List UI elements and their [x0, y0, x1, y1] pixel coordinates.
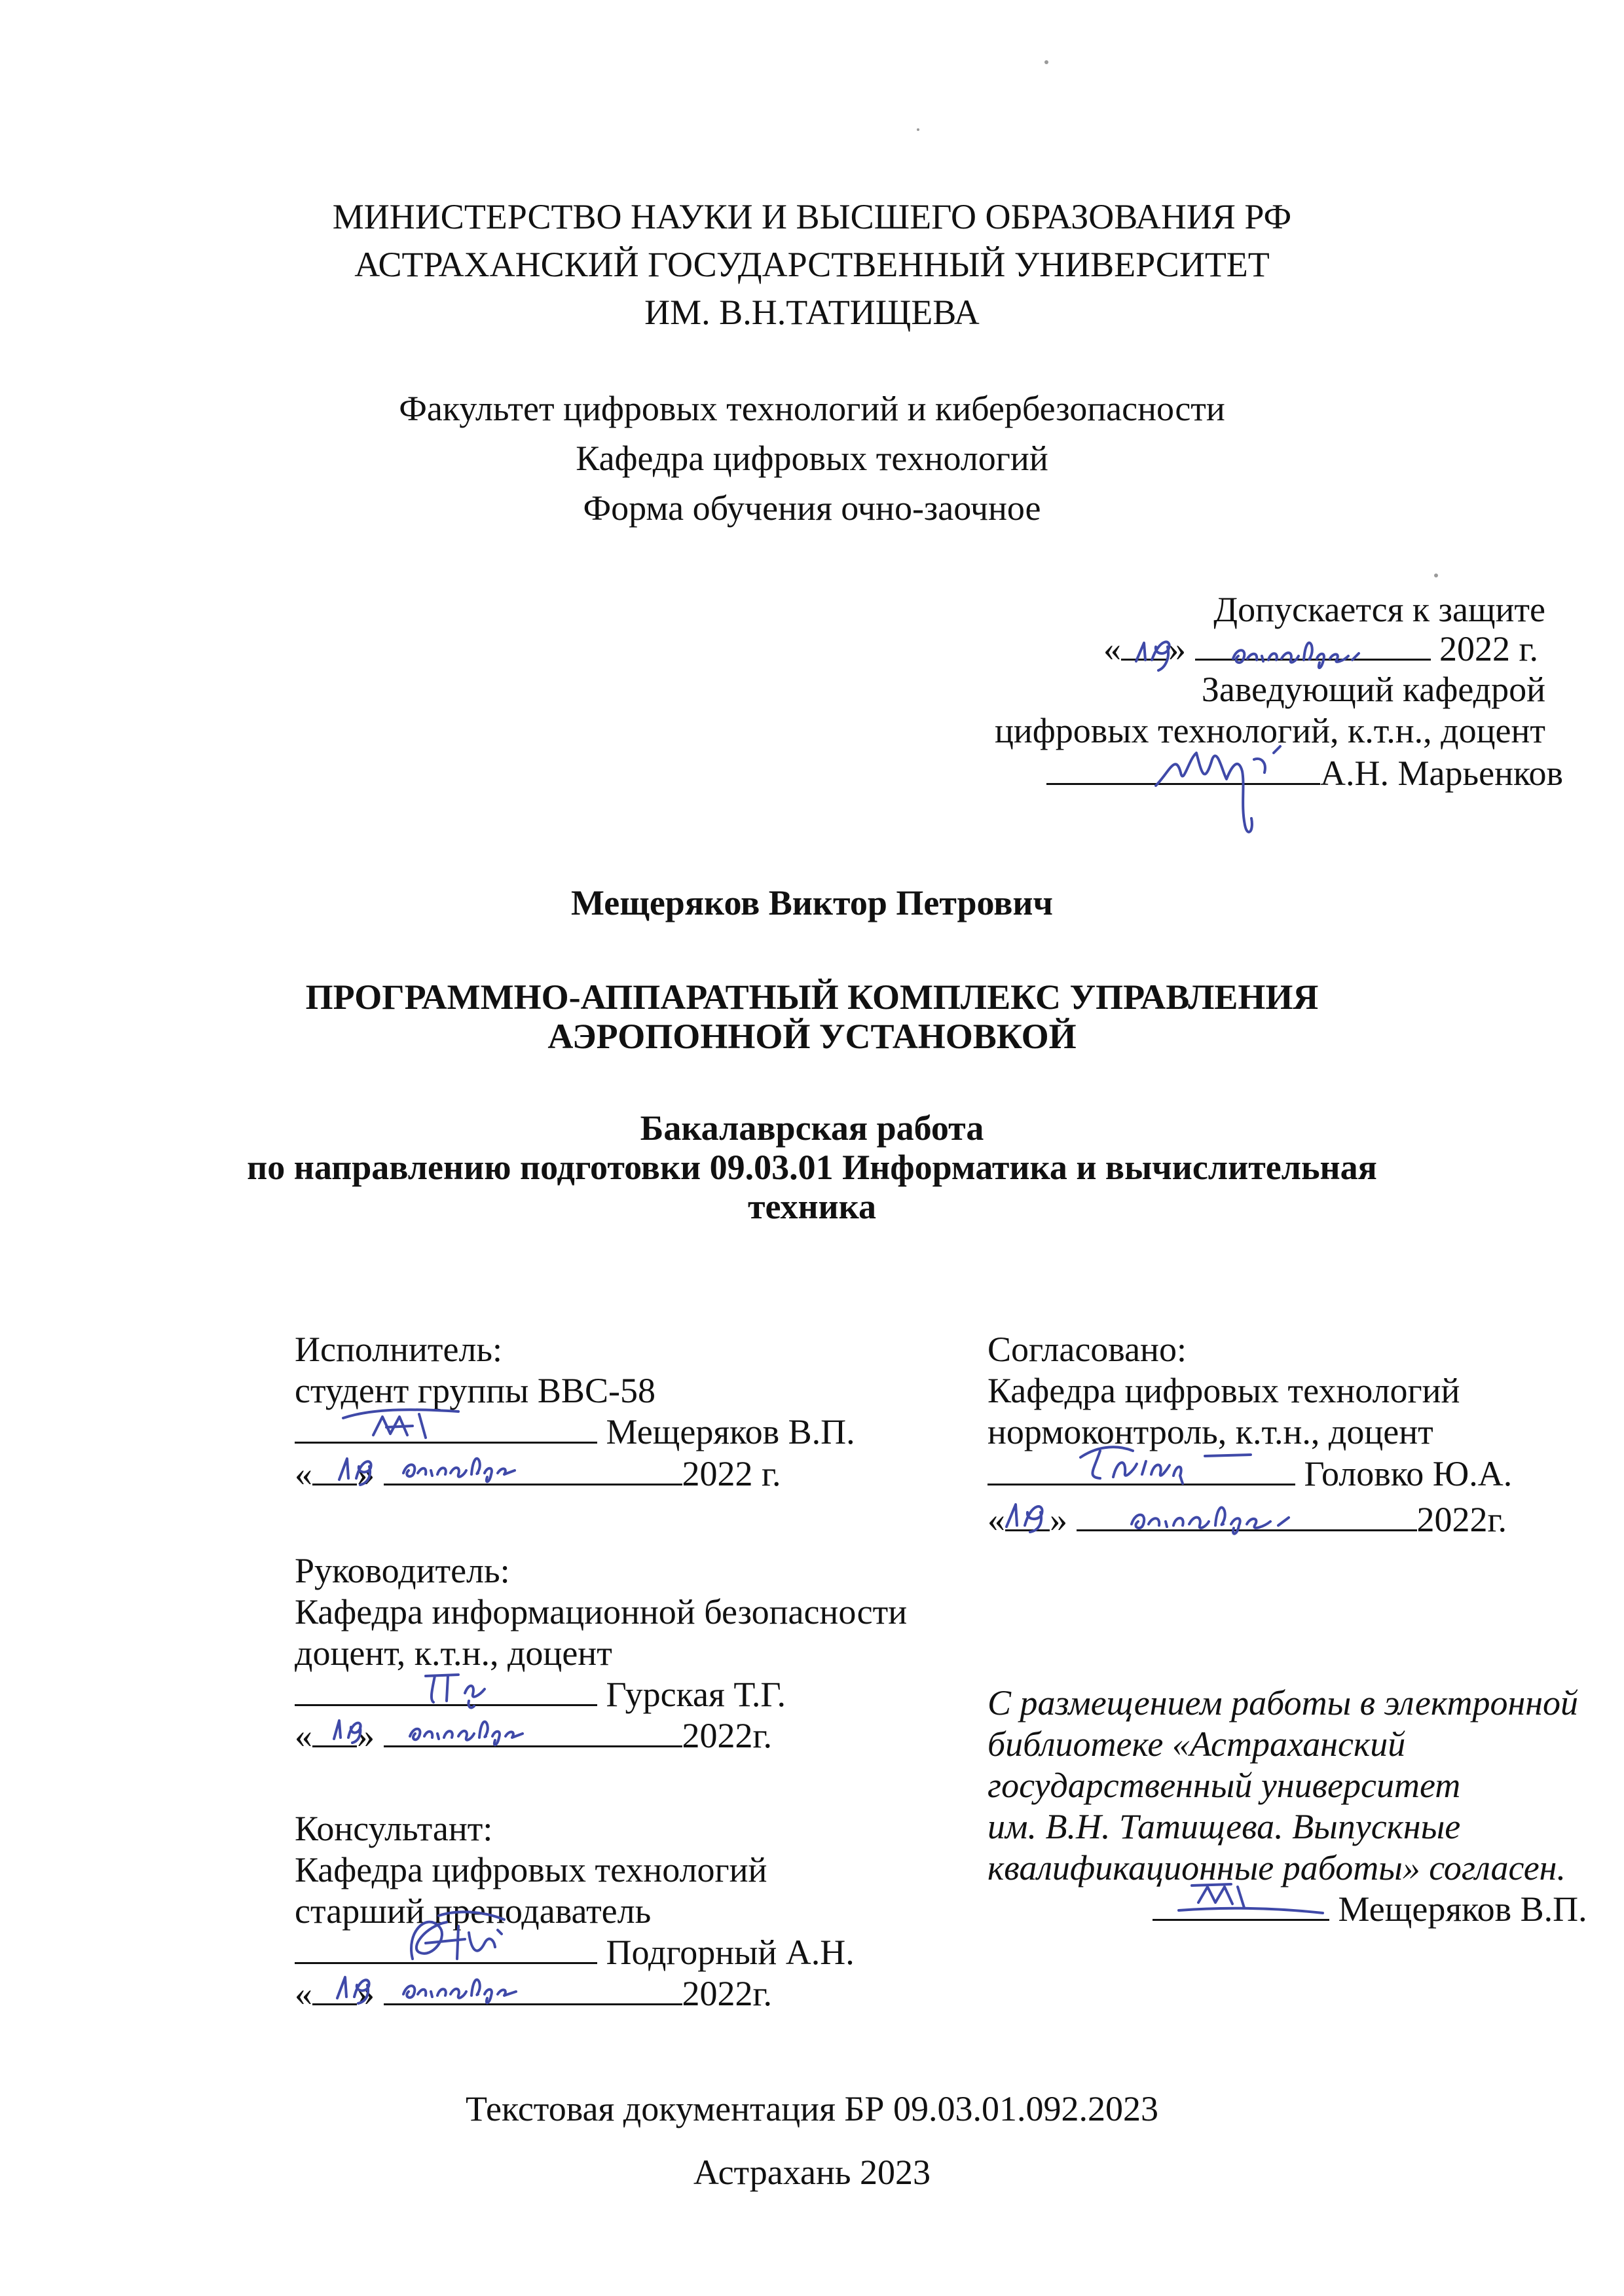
head-position-line: цифровых технологий, к.т.н., доцент: [994, 711, 1545, 750]
consultant-label: Консультант:: [295, 1809, 493, 1848]
consent-line-1: С размещением работы в электронной: [987, 1683, 1579, 1722]
consultant-position: старший преподаватель: [295, 1891, 652, 1931]
handwritten-month: [1126, 1497, 1310, 1539]
date-open-quote: «: [295, 1716, 312, 1755]
handwritten-day: [1130, 629, 1189, 674]
date-open-quote: «: [987, 1500, 1005, 1539]
document-code: Текстовая документация БР 09.03.01.092.2023: [466, 2089, 1158, 2128]
supervisor-year: 2022г.: [682, 1716, 773, 1755]
work-type: Бакалаврская работа: [640, 1108, 984, 1148]
approval-year: 2022 г.: [1439, 629, 1539, 668]
date-open-quote: «: [295, 1454, 312, 1493]
scan-speck: [1434, 574, 1438, 577]
agreed-position: нормоконтроль, к.т.н., доцент: [987, 1412, 1433, 1451]
supervisor-name: Гурская Т.Г.: [606, 1675, 786, 1714]
agreed-label: Согласовано:: [987, 1330, 1187, 1369]
supervisor-label: Руководитель:: [295, 1551, 510, 1590]
faculty-line: Факультет цифровых технологий и кибербезопасности: [399, 389, 1225, 428]
admitted-line: Допускается к защите: [1213, 590, 1545, 629]
handwritten-day: [999, 1493, 1058, 1535]
direction-line-2: техника: [748, 1187, 876, 1226]
date-close-quote: »: [357, 1974, 375, 2013]
date-close-quote: »: [1050, 1500, 1067, 1539]
handwritten-head-signature: [1149, 733, 1320, 845]
consent-name: Мещеряков В.П.: [1338, 1889, 1587, 1929]
agreed-department: Кафедра цифровых технологий: [987, 1371, 1460, 1410]
date-open-quote: «: [1103, 629, 1121, 668]
city-year: Астрахань 2023: [693, 2153, 931, 2192]
consent-line-2: библиотеке «Астраханский: [987, 1724, 1406, 1764]
handwritten-supervisor-signature: [419, 1663, 504, 1715]
scan-speck: [917, 128, 919, 131]
direction-line-1: по направлению подготовки 09.03.01 Информатика и вычислительная: [247, 1148, 1377, 1187]
handwritten-agreed-signature: [1074, 1438, 1270, 1490]
agreed-year: 2022г.: [1416, 1500, 1507, 1539]
study-form-line: Форма обучения очно-заочное: [583, 488, 1041, 528]
supervisor-position: доцент, к.т.н., доцент: [295, 1633, 612, 1673]
handwritten-day: [334, 1448, 386, 1487]
work-title-line-1: ПРОГРАММНО-АППАРАТНЫЙ КОМПЛЕКС УПРАВЛЕНИЯ: [305, 977, 1319, 1017]
handwritten-consultant-signature: [386, 1906, 517, 1972]
handwritten-month: [1228, 632, 1378, 674]
handwritten-consent-signature: [1172, 1876, 1329, 1922]
author-name: Мещеряков Виктор Петрович: [571, 883, 1053, 922]
handwritten-day: [331, 1967, 383, 2006]
head-title-line: Заведующий кафедрой: [1201, 670, 1545, 709]
handwritten-day: [327, 1710, 373, 1747]
supervisor-signature-line: [295, 1674, 786, 1715]
ministry-line: МИНИСТЕРСТВО НАУКИ И ВЫСШЕГО ОБРАЗОВАНИЯ РФ: [332, 197, 1292, 236]
agreed-name: Головко Ю.А.: [1304, 1454, 1513, 1493]
scan-speck: [1044, 60, 1048, 64]
handwritten-month: [406, 1713, 544, 1749]
consultant-name: Подгорный А.Н.: [606, 1933, 855, 1972]
handwritten-month: [399, 1969, 537, 2009]
university-line: АСТРАХАНСКИЙ ГОСУДАРСТВЕННЫЙ УНИВЕРСИТЕТ: [354, 245, 1270, 284]
consent-line-5: квалификационные работы» согласен.: [987, 1848, 1566, 1887]
executor-name: Мещеряков В.П.: [606, 1412, 855, 1451]
date-close-quote: »: [1168, 629, 1186, 668]
consultant-year: 2022г.: [682, 1974, 773, 2013]
date-close-quote: »: [357, 1716, 375, 1755]
head-name: А.Н. Марьенков: [1320, 754, 1563, 793]
date-open-quote: «: [295, 1974, 312, 2013]
consultant-department: Кафедра цифровых технологий: [295, 1850, 767, 1889]
handwritten-month: [399, 1448, 524, 1487]
executor-label: Исполнитель:: [295, 1330, 503, 1369]
handwritten-executor-signature: [341, 1401, 471, 1447]
executor-year: 2022 г.: [682, 1454, 781, 1493]
executor-group: студент группы ВВС-58: [295, 1371, 655, 1410]
supervisor-department: Кафедра информационной безопасности: [295, 1592, 908, 1631]
consent-line-4: им. В.Н. Татищева. Выпускные: [987, 1807, 1461, 1846]
date-close-quote: »: [357, 1454, 375, 1493]
named-after-line: ИМ. В.Н.ТАТИЩЕВА: [644, 293, 980, 332]
consent-line-3: государственный университет: [987, 1766, 1461, 1805]
department-line: Кафедра цифровых технологий: [576, 439, 1048, 478]
work-title-line-2: АЭРОПОННОЙ УСТАНОВКОЙ: [547, 1017, 1077, 1056]
